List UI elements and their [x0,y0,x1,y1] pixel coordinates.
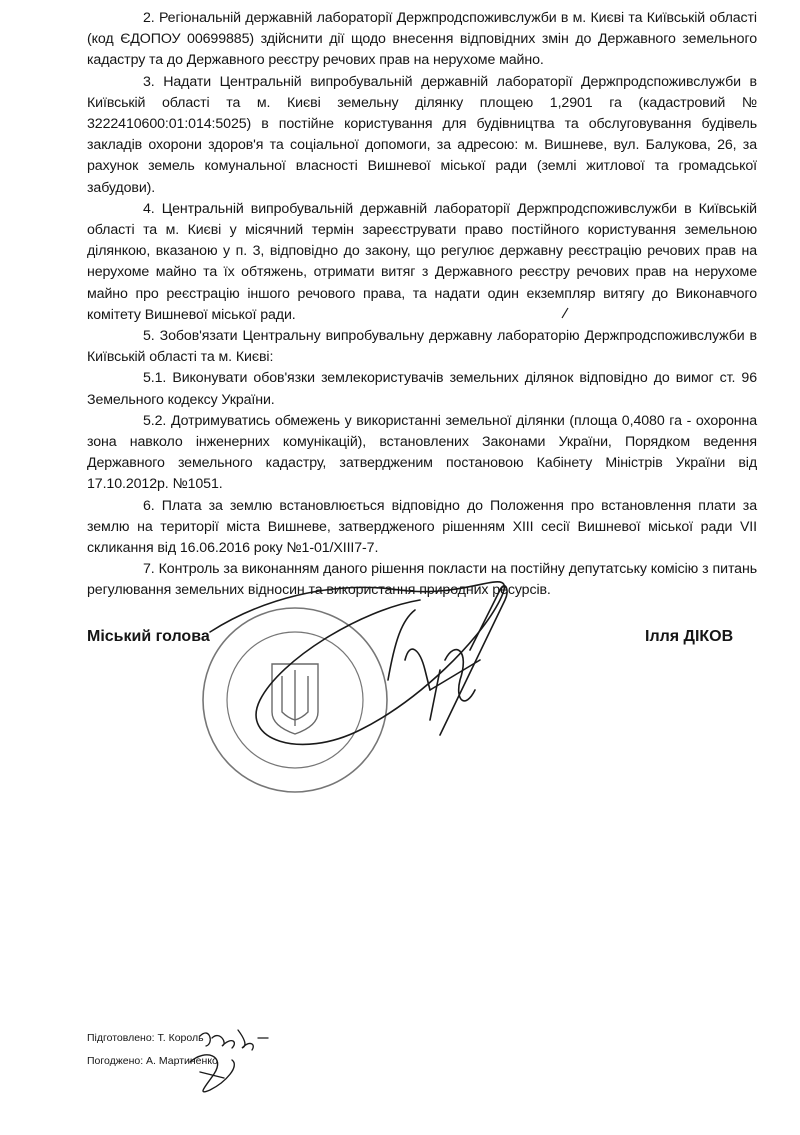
official-stamp [203,608,387,792]
paragraph-5-2: 5.2. Дотримуватись обмежень у використанні земельної ділянки (площа 0,4080 га - охоронна зона навколо інженерних комунікацій), встановлених Законами України, Порядком ведення Державного земельного кадастру, затвердженим постановою Кабінету Міністрів України від 17.10.2012р. №1051. [87,412,757,493]
paragraph-7: 7. Контроль за виконанням даного рішення покласти на постійну депутатську комісію з питань регулювання земельних відносин та використання природних ресурсів. [87,561,757,599]
mayor-signature [210,582,507,745]
prepared-by: Підготовлено: Т. Король [87,1032,204,1044]
paragraph-2: 2. Регіональній державній лабораторії Держпродспоживслужби в м. Києві та Київській області (код ЄДОПОУ 00699885) здійснити дії щодо внесення відповідних змін до Державного земельного кадастру та до Державного реєстру речових прав на нерухоме майно. [87,10,757,69]
approved-by: Погоджено: А. Мартиненко [87,1055,218,1067]
footer-signature-korol [200,1030,268,1050]
paragraph-3: 3. Надати Центральній випробувальній державній лабораторії Держпродспоживслужби в Київській області та м. Києві земельну ділянку площею 1,2901 га (кадастровий № 3222410600:01:014:5025) в постійне користування для будівництва та обслуговування будівель закладів охорони здоров'я та соціальної допомоги, за адресою: м. Вишневе, вул. Балукова, 26, за рахунок земель комунальної власності Вишневої міської ради (землі житлової та громадської забудови). [87,73,757,196]
paragraph-5-1: 5.1. Виконувати обов'язки землекористувачів земельних ділянок відповідно до вимог ст. 96 Земельного кодексу України. [87,370,757,408]
margin-tick [562,308,568,318]
paragraph-6: 6. Плата за землю встановлюється відповідно до Положення про встановлення плати за землю на території міста Вишневе, затвердженого рішенням XIII сесії Вишневої міської ради VII скликання від 16.06.2016 року №1-01/XIII7-7. [87,497,757,557]
mayor-title: Міський голова [87,628,210,645]
paragraph-5: 5. Зобов'язати Центральну випробувальну державну лабораторію Держпродспоживслужби в Київській області та м. Києві: [87,328,757,366]
paragraph-4: 4. Центральній випробувальній державній лабораторії Держпродспоживслужби в Київській області та м. Києві у місячний термін зареєструвати право постійного користування земельною ділянкою, вказаною у п. 3, відповідно до закону, що регулює державну реєстрацію речових прав на нерухоме майно та їх обтяжень, отримати витяг з Державного реєстру речових прав на нерухоме майно про реєстрацію іншого речового права, та надати один екземпляр витягу до Виконавчого комітету Вишневої міської ради. [87,200,757,323]
mayor-name: Ілля ДІКОВ [645,628,734,645]
